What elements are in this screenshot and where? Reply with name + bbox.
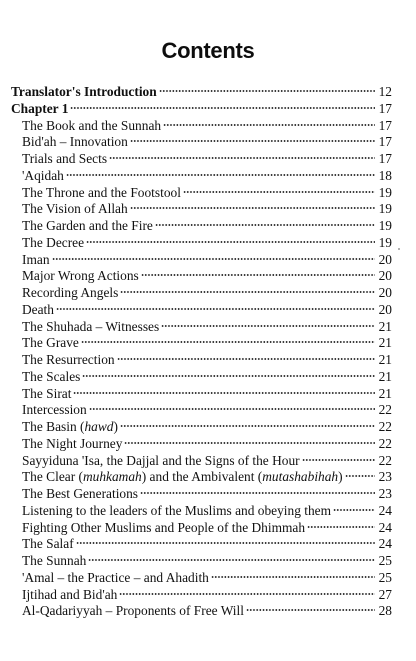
toc-entry-title xyxy=(22,418,119,435)
toc-entry xyxy=(22,167,392,184)
toc-entry xyxy=(22,284,392,301)
dot-leader xyxy=(52,257,375,261)
toc-entry-title: The Book and the Sunnah xyxy=(22,117,162,133)
toc-entry-title: Recording Angels xyxy=(22,285,119,300)
dot-leader xyxy=(76,541,375,545)
dot-leader xyxy=(159,89,375,93)
toc-entry xyxy=(22,117,392,134)
toc-page-number: 20 xyxy=(378,251,392,267)
toc-entry xyxy=(22,217,392,234)
toc-page-number: 20 xyxy=(378,301,392,317)
dot-leader xyxy=(141,273,375,277)
toc-page-number: 23 xyxy=(378,486,392,501)
toc-entry-title: Fighting Other Muslims and People of the Dhimmah xyxy=(22,519,306,535)
scan-speck xyxy=(398,248,400,250)
toc-entry xyxy=(22,569,392,586)
dot-leader xyxy=(183,190,375,194)
toc-page-number: 17 xyxy=(378,117,392,133)
toc-page-number: 24 xyxy=(378,519,392,535)
toc-entry xyxy=(22,200,392,217)
toc-page-number: 21 xyxy=(378,318,392,334)
toc-page-number: 18 xyxy=(378,167,392,183)
dot-leader xyxy=(302,458,375,462)
toc-entry xyxy=(22,586,392,603)
dot-leader xyxy=(155,223,375,227)
dot-leader xyxy=(66,173,375,177)
toc-page-number: 27 xyxy=(378,586,392,602)
toc-entry-title-part: The Basin ( xyxy=(22,419,85,434)
toc-entry xyxy=(22,133,392,150)
toc-entry-title-part: ) xyxy=(113,419,118,434)
dot-leader xyxy=(70,106,375,110)
toc-entry xyxy=(22,485,392,502)
toc-entry-title-italic: mutashabihah xyxy=(262,469,339,485)
dot-leader xyxy=(81,340,375,344)
toc-entry-title: The Decree xyxy=(22,234,85,250)
toc-entry xyxy=(22,368,392,385)
toc-page-number: 19 xyxy=(378,234,392,250)
toc-entry-title: The Throne and the Footstool xyxy=(22,184,181,200)
toc-entry xyxy=(11,100,392,117)
toc-entry-title: Sayyiduna 'Isa, the Dajjal and the Signs of the Hour xyxy=(22,452,300,468)
toc-page-number: 19 xyxy=(378,218,392,233)
toc-entry xyxy=(22,535,392,552)
toc-page-number: 22 xyxy=(378,452,392,468)
toc-entry xyxy=(22,351,392,368)
toc-entry-title-italic: muhkamah xyxy=(82,469,142,485)
toc-entry xyxy=(22,552,392,569)
toc-page-number: 23 xyxy=(378,469,392,485)
toc-entry-title-part: ) xyxy=(338,469,343,485)
toc-entry-title: The Best Generations xyxy=(22,486,139,501)
toc-entry-title: The Vision of Allah xyxy=(22,201,128,217)
dot-leader xyxy=(109,156,375,160)
dot-leader xyxy=(130,139,375,143)
toc-entry-title: Iman xyxy=(22,251,50,267)
toc-entry xyxy=(22,385,392,402)
dot-leader xyxy=(120,424,375,428)
toc-entry xyxy=(22,234,392,251)
toc-entry-title: The Sirat xyxy=(22,385,72,401)
toc-entry-title: 'Aqidah xyxy=(22,167,64,183)
dot-leader xyxy=(73,391,375,395)
toc-page-number: 24 xyxy=(378,536,392,552)
toc-entry-title: The Night Journey xyxy=(22,435,123,451)
toc-entry xyxy=(22,301,392,318)
dot-leader xyxy=(86,240,375,244)
toc-page-number: 21 xyxy=(378,352,392,367)
toc-entry xyxy=(22,267,392,284)
toc-page-number: 21 xyxy=(378,335,392,351)
toc-entry xyxy=(11,83,392,100)
toc-entry-title: Major Wrong Actions xyxy=(22,268,139,284)
toc-entry xyxy=(22,334,392,351)
toc-entry-title: Chapter 1 xyxy=(11,100,69,116)
dot-leader xyxy=(82,374,375,378)
toc-page-number: 21 xyxy=(378,368,392,384)
dot-leader xyxy=(88,558,375,562)
dot-leader xyxy=(120,290,375,294)
toc-page-number: 28 xyxy=(378,603,392,619)
dot-leader xyxy=(124,441,375,445)
toc-entry-title: Translator's Introduction xyxy=(11,84,157,99)
toc-entry-title: Trials and Sects xyxy=(22,151,108,166)
toc-page-number: 22 xyxy=(378,435,392,451)
toc-page-number: 19 xyxy=(378,184,392,200)
toc-page-number: 25 xyxy=(378,553,392,568)
toc-page-number: 12 xyxy=(378,84,392,99)
toc-entry-title-part: ) and the Ambivalent ( xyxy=(141,469,263,485)
toc-entry xyxy=(22,602,392,619)
toc-entry-title: Listening to the leaders of the Muslims and obeying them xyxy=(22,502,332,518)
toc-entry xyxy=(22,184,392,201)
toc-entry-title: The Shuhada – Witnesses xyxy=(22,318,160,334)
toc-page-number: 17 xyxy=(378,100,392,116)
toc-entry-title: Bid'ah – Innovation xyxy=(22,134,128,150)
dot-leader xyxy=(345,474,375,478)
toc-entry-title: The Grave xyxy=(22,335,79,351)
toc-entry xyxy=(22,468,392,485)
dot-leader xyxy=(119,592,375,596)
toc-page-number: 24 xyxy=(378,502,392,518)
toc-entry-title: Death xyxy=(22,301,54,317)
toc-entry-title: The Sunnah xyxy=(22,553,87,568)
dot-leader xyxy=(246,608,375,612)
toc-entry xyxy=(22,401,392,418)
toc-page-number: 25 xyxy=(378,569,392,585)
toc-entry xyxy=(22,519,392,536)
toc-entry-title: The Garden and the Fire xyxy=(22,218,153,233)
toc-page-number: 21 xyxy=(378,385,392,401)
toc-page-number: 20 xyxy=(378,285,392,300)
toc-entry xyxy=(22,150,392,167)
toc-page-number: 17 xyxy=(378,151,392,166)
toc-page-number: 22 xyxy=(378,419,392,434)
dot-leader xyxy=(140,491,375,495)
toc-page-number: 20 xyxy=(378,268,392,284)
dot-leader xyxy=(117,357,375,361)
dot-leader xyxy=(163,123,375,127)
toc-entry xyxy=(22,435,392,452)
dot-leader xyxy=(333,508,375,512)
toc-entry xyxy=(22,318,392,335)
dot-leader xyxy=(161,324,375,328)
toc-page-number: 22 xyxy=(378,402,392,418)
toc-entry-title: Ijtihad and Bid'ah xyxy=(22,586,118,602)
toc-entry-title-italic: hawd xyxy=(84,419,114,434)
toc-entry-title-part: The Clear ( xyxy=(22,469,83,485)
toc-entry-title: 'Amal – the Practice – and Ahadith xyxy=(22,569,209,585)
toc-entry-title: Intercession xyxy=(22,402,87,418)
toc-page-number: 17 xyxy=(378,134,392,150)
toc-entry xyxy=(22,502,392,519)
toc-entry xyxy=(22,418,392,435)
dot-leader xyxy=(89,407,375,411)
toc-entry-title xyxy=(22,468,344,485)
toc-entry-title: The Resurrection xyxy=(22,352,115,367)
toc-entry-title: Al-Qadariyyah – Proponents of Free Will xyxy=(22,603,244,619)
toc-entry xyxy=(22,452,392,469)
toc-entry xyxy=(22,251,392,268)
dot-leader xyxy=(130,206,375,210)
dot-leader xyxy=(56,307,375,311)
page-title: Contents xyxy=(161,38,255,63)
toc-entry-title: The Salaf xyxy=(22,536,74,552)
dot-leader xyxy=(307,525,375,529)
toc-page-number: 19 xyxy=(378,201,392,217)
toc-entry-title: The Scales xyxy=(22,368,81,384)
dot-leader xyxy=(211,575,375,579)
